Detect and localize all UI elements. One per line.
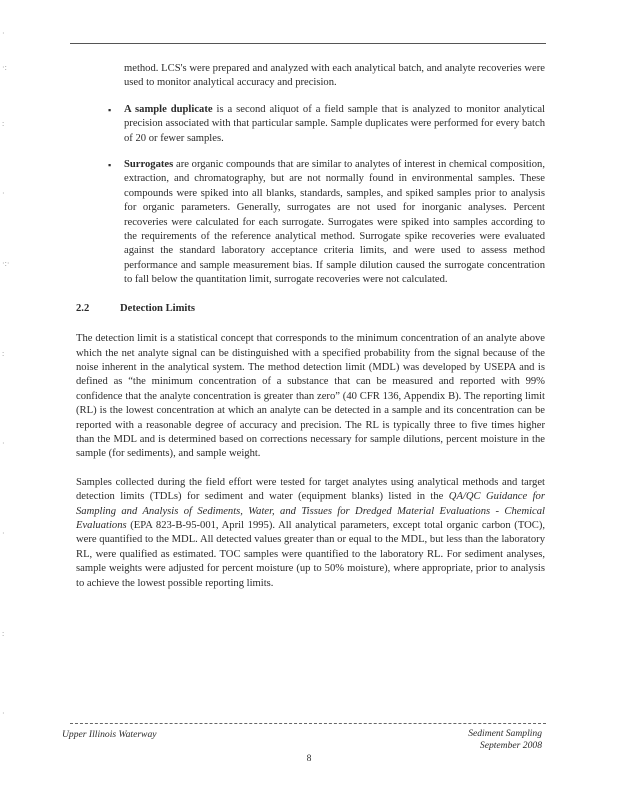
footer-report-title: Sediment Sampling xyxy=(468,728,542,739)
paragraph-text: Samples collected during the field effort were tested for target analytes using analytical methods and target detection limits (TDLs) for sediment and water (equipment blanks) listed in the xyxy=(76,476,545,503)
bullet-term: A sample duplicate xyxy=(124,103,213,115)
bullet-square-icon: ▪ xyxy=(108,104,112,115)
header-rule xyxy=(70,43,546,44)
guidance-document-title: QA/QC Guidance for Sampling and Analysis of Sediments, Water, and Tissues for Dredged Material Evaluations - Chemical Evaluations xyxy=(76,491,545,531)
footer-report-info xyxy=(468,728,542,752)
paragraph-samples-collected xyxy=(76,476,545,591)
paragraph-detection-limit: The detection limit is a statistical concept that corresponds to the minimum concentration of an analyte above which the net analyte signal can be distinguished with a specified probability from the signal because of the noise inherent in the analytical system. The method detection limit (MDL) was developed by USEPA and is defined as “the minimum concentration of a substance that can be measured and reported with 99% confidence that the analyte concentration is greater than zero” (40 CFR 136, Appendix B). The reporting limit (RL) is the lowest concentration at which an analyte can be detected in a sample and its concentration can be reported with a reasonable degree of accuracy and precision. The RL is typically three to five times higher than the MDL and is determined based on corrections necessary for sample dilutions, percent moisture in the sample (for sediments), and sample weight. xyxy=(76,333,545,460)
intro-continuation: method. LCS's were prepared and analyzed with each analytical batch, and analyte recoveries were used to monitor analytical accuracy and precision. xyxy=(124,63,545,89)
qc-bullet-list xyxy=(76,103,545,288)
bullet-text: are organic compounds that are similar to analytes of interest in chemical composition, extraction, and chromatography, but are not normally found in environmental samples. These compounds were spiked into all blanks, standards, samples, and spiked samples prior to analysis for organic parameters. Generally, surrogates are not used for inorganic analyses. Percent recoveries were calculated for each surrogate. Surrogates were spiked into samples according to the requirements of the reference analytical method. Surrogate spike recoveries were evaluated against the standard laboratory acceptance criteria limits, and were used to assess method performance and sample measurement bias. If sample dilution caused the surrogate concentration to fall below the quantitation limit, surrogate recoveries were not calculated. xyxy=(124,159,545,286)
bullet-surrogates xyxy=(76,158,545,288)
bullet-text: is a second aliquot of a field sample that is analyzed to monitor analytical precision associated with that particular sample. Sample duplicates were performed for every batch of 20 or fewer samples. xyxy=(124,103,545,144)
footer-rule xyxy=(70,723,546,724)
scan-margin-marks: · ·: : · ·:· : · · : · xyxy=(2,29,10,718)
page-number: 8 xyxy=(306,753,312,764)
bullet-sample-duplicate xyxy=(76,103,545,146)
paragraph-text: (EPA 823-B-95-001, April 1995). All analytical parameters, except total organic carbon (TOC), were quantified to the MDL. All detected values greater than or equal to the MDL, but less than the laboratory RL, were qualified as estimated. TOC samples were quantified to the laboratory RL. For sediment analyses, sample weights were adjusted for percent moisture (up to 50% moisture), where appropriate, prior to analysis to achieve the lowest possible reporting limits. xyxy=(76,519,545,589)
footer-project-name: Upper Illinois Waterway xyxy=(62,729,157,740)
bullet-term: Surrogates xyxy=(124,159,174,171)
footer-report-date: September 2008 xyxy=(479,740,542,751)
section-title: Detection Limits xyxy=(120,302,196,314)
bullet-square-icon: ▪ xyxy=(108,160,112,171)
section-heading xyxy=(76,302,545,316)
section-number: 2.2 xyxy=(76,302,90,314)
page-body xyxy=(76,62,545,605)
